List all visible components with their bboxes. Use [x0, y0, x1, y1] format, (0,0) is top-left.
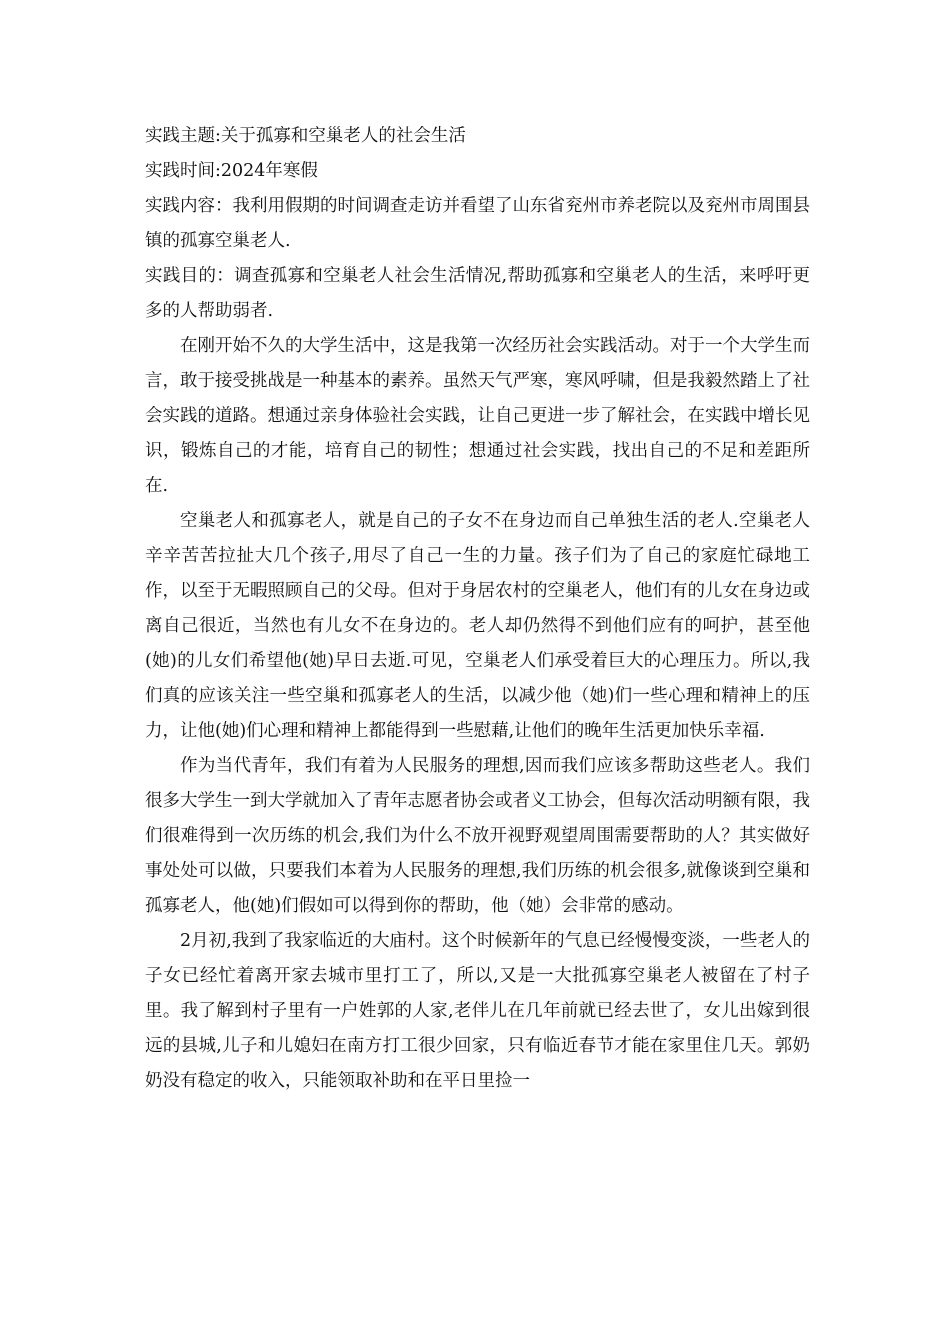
practice-purpose: 实践目的：调查孤寡和空巢老人社会生活情况,帮助孤寡和空巢老人的生活，来呼吁更多的人帮助弱者.	[145, 266, 810, 321]
body-paragraph-2: 空巢老人和孤寡老人，就是自己的子女不在身边而自己单独生活的老人.空巢老人辛辛苦苦拉扯大几个孩子,用尽了自己一生的力量。孩子们为了自己的家庭忙碌地工作，以至于无暇照顾自己的父母。但对于身居农村的空巢老人，他们有的儿女在身边或离自己很近，当然也有儿女不在身边的。老人却仍然得不到他们应有的呵护，甚至他(她)的儿女们希望他(她)早日去逝.可见，空巢老人们承受着巨大的心理压力。所以,我们真的应该关注一些空巢和孤寡老人的生活，以减少他（她)们一些心理和精神上的压力，让他(她)们心理和精神上都能得到一些慰藉,让他们的晚年生活更加快乐幸福.	[145, 511, 810, 741]
practice-content: 实践内容：我利用假期的时间调查走访并看望了山东省兖州市养老院以及兖州市周围县镇的孤寡空巢老人.	[145, 196, 810, 251]
body-paragraph-1: 在刚开始不久的大学生活中，这是我第一次经历社会实践活动。对于一个大学生而言，敢于接受挑战是一种基本的素养。虽然天气严寒，寒风呼啸，但是我毅然踏上了社会实践的道路。想通过亲身体验社会实践，让自己更进一步了解社会，在实践中增长见识，锻炼自己的才能，培育自己的韧性；想通过社会实践，找出自己的不足和差距所在.	[145, 336, 810, 496]
body-paragraph-4: 2月初,我到了我家临近的大庙村。这个时候新年的气息已经慢慢变淡，一些老人的子女已经忙着离开家去城市里打工了，所以,又是一大批孤寡空巢老人被留在了村子里。我了解到村子里有一户姓郭的人家,老伴儿在几年前就已经去世了，女儿出嫁到很远的县城,儿子和儿媳妇在南方打工很少回家，只有临近春节才能在家里住几天。郭奶奶没有稳定的收入，只能领取补助和在平日里捡一	[145, 931, 810, 1091]
document-page	[145, 119, 810, 1099]
practice-time: 实践时间:2024年寒假	[145, 161, 318, 181]
body-paragraph-3: 作为当代青年，我们有着为人民服务的理想,因而我们应该多帮助这些老人。我们很多大学生一到大学就加入了青年志愿者协会或者义工协会，但每次活动明额有限，我们很难得到一次历练的机会,我们为什么不放开视野观望周围需要帮助的人？其实做好事处处可以做，只要我们本着为人民服务的理想,我们历练的机会很多,就像谈到空巢和孤寡老人，他(她)们假如可以得到你的帮助，他（她）会非常的感动。	[145, 756, 810, 916]
practice-topic: 实践主题:关于孤寡和空巢老人的社会生活	[145, 126, 466, 146]
